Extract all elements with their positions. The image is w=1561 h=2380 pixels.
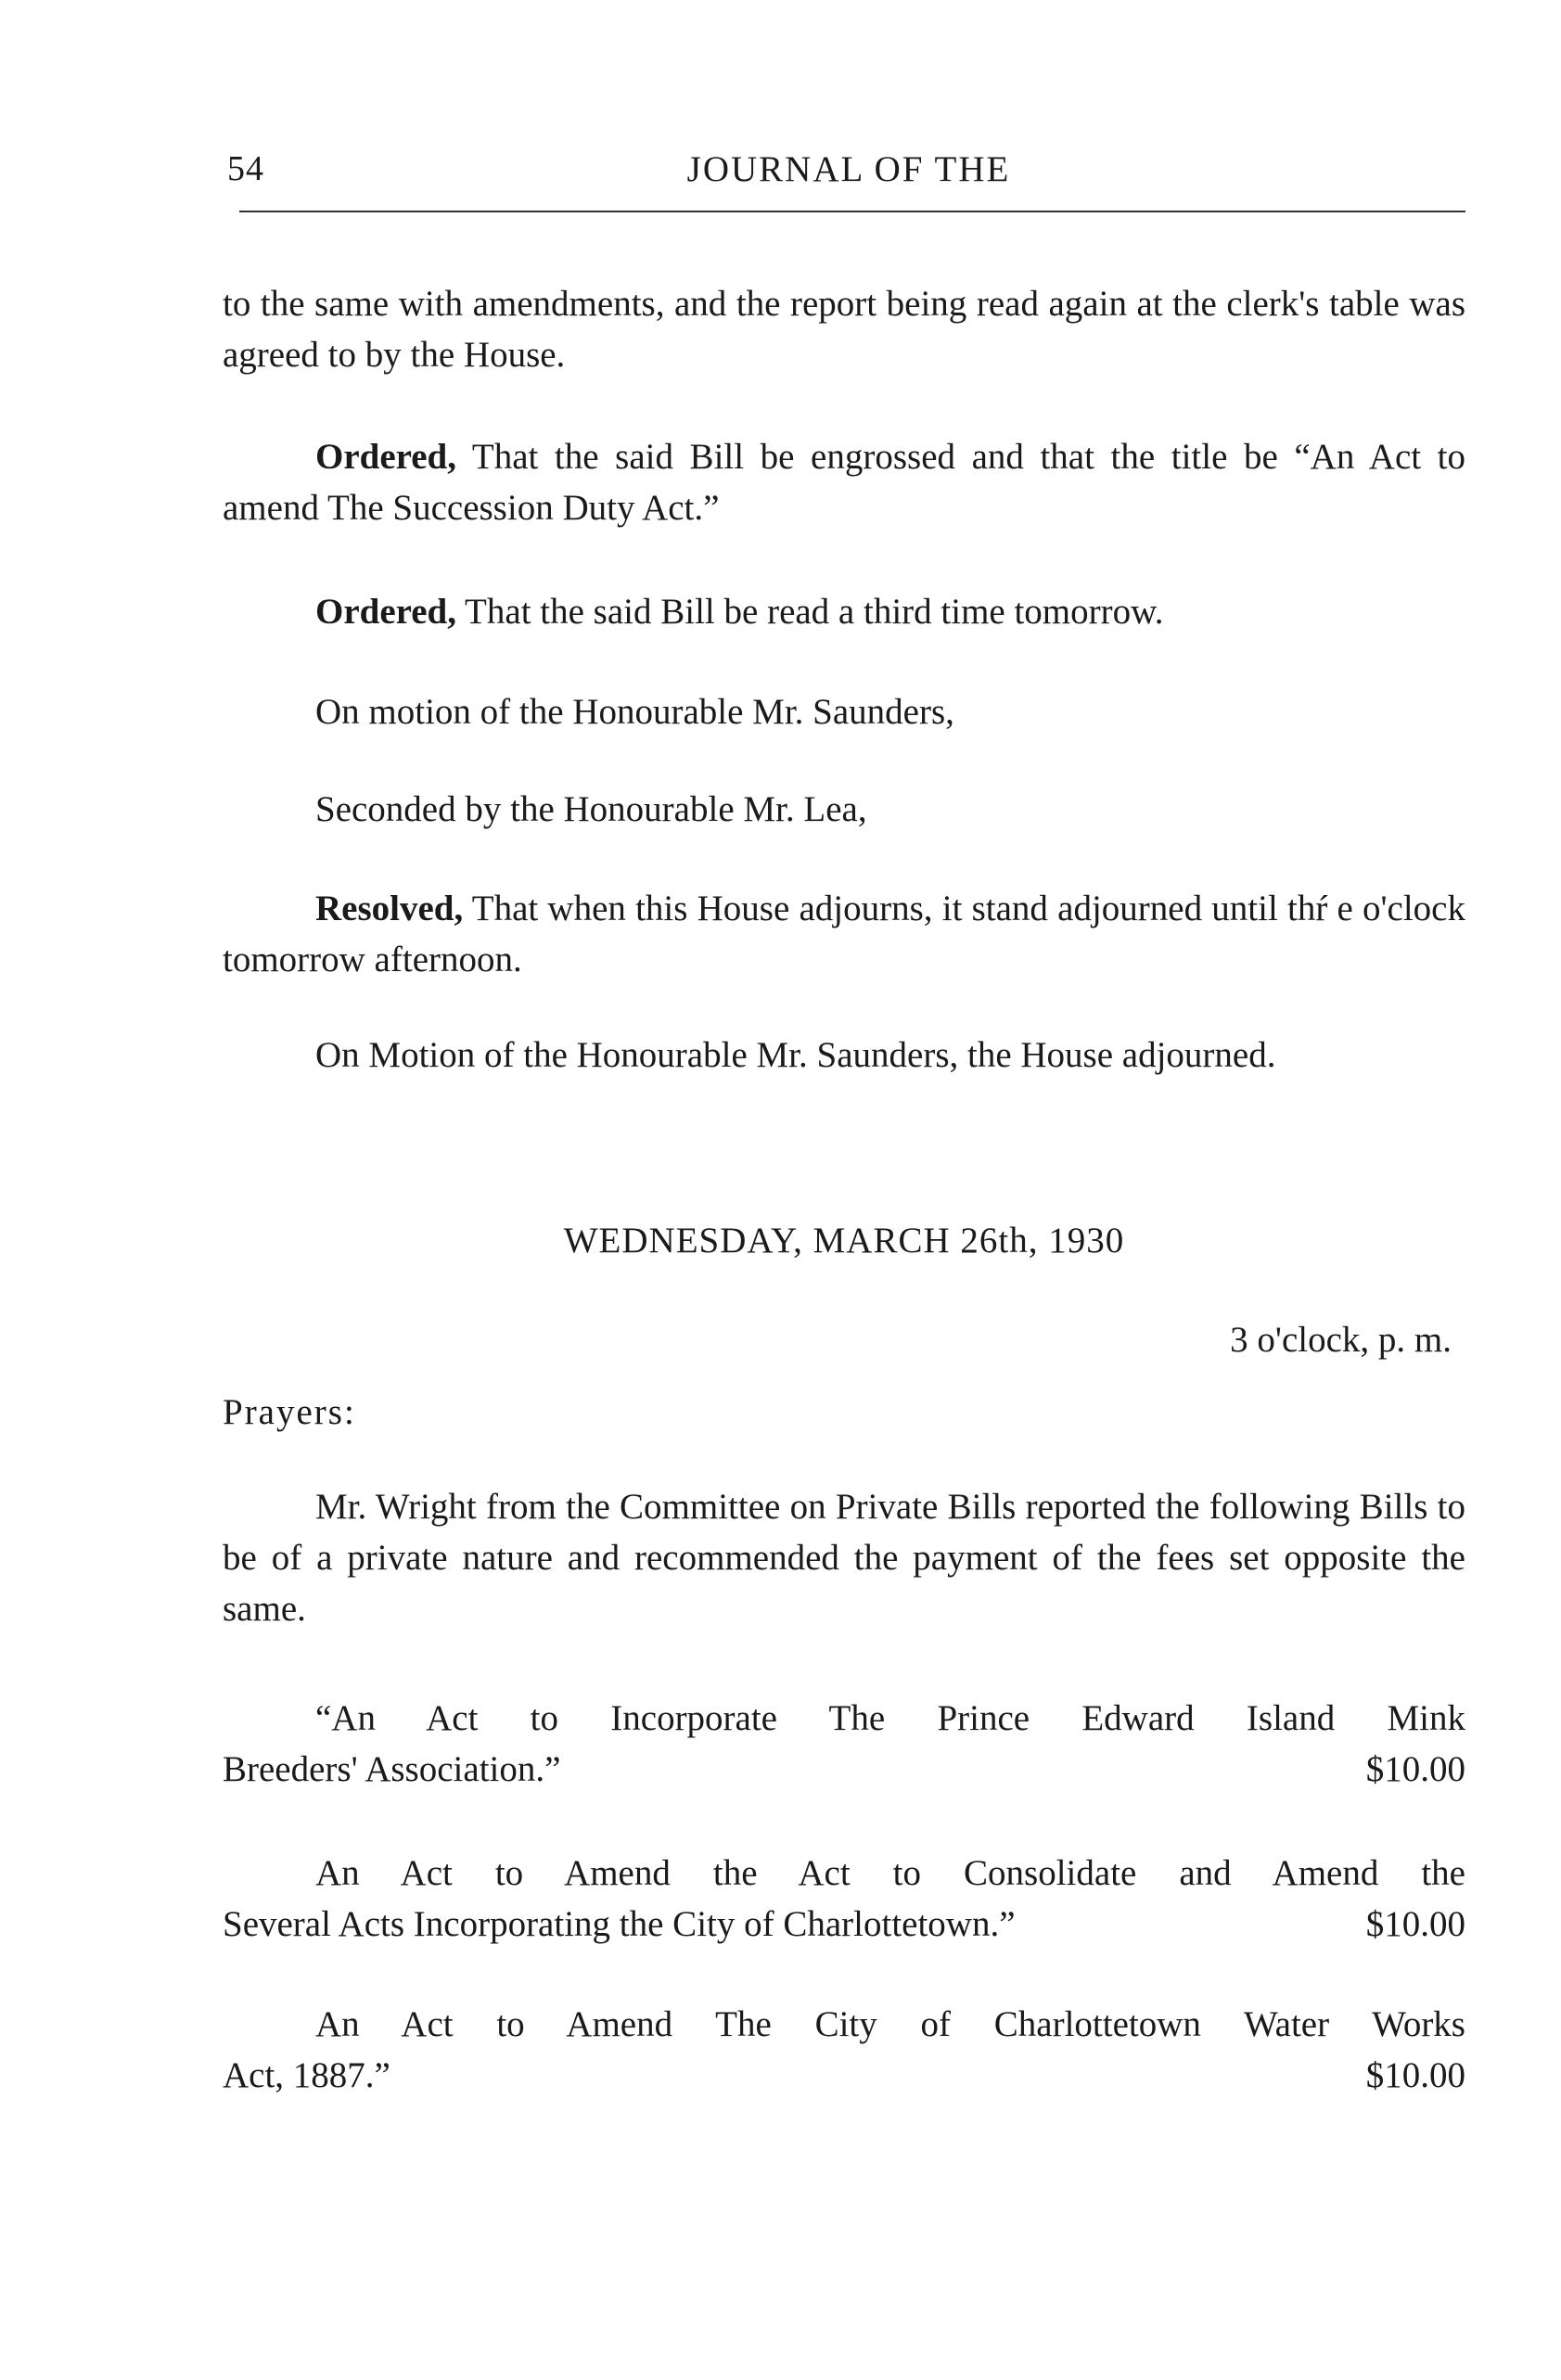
bill-entry (223, 1999, 1465, 2101)
page-header (227, 148, 1470, 204)
ordered-text: That the said Bill be read a third time tomorrow. (456, 592, 1164, 632)
bill-fee: $10.00 (1365, 1904, 1465, 1944)
bill-title-line: Act, 1887.” (223, 2055, 390, 2095)
paragraph-amendments-report: to the same with amendments, and the report being read again at the clerk's table was agreed to by the House. (223, 284, 1465, 375)
header-rule (239, 211, 1465, 212)
paragraph-motion: On motion of the Honourable Mr. Saunders, (315, 692, 954, 732)
ordered-label: Ordered, (315, 592, 457, 632)
running-head: JOURNAL OF THE (686, 149, 1011, 189)
paragraph-seconded: Seconded by the Honourable Mr. Lea, (315, 789, 867, 829)
resolved-text: That when this House adjourns, it stand adjourned until thŕ e o'clock tomorrow afternoon. (223, 889, 1465, 979)
prayers-label: Prayers: (223, 1392, 356, 1432)
bill-entry (223, 1848, 1465, 1950)
paragraph-ordered-engrossed (223, 431, 1465, 533)
ordered-label: Ordered, (315, 437, 457, 477)
bill-title-line: An Act to Amend The City of Charlottetown Water Works (315, 2004, 1465, 2044)
paragraph-adjourned: On Motion of the Honourable Mr. Saunders, the House adjourned. (315, 1035, 1276, 1075)
bill-title-line: An Act to Amend the Act to Consolidate and Amend the (315, 1853, 1465, 1893)
bill-fee: $10.00 (1365, 2055, 1465, 2095)
sitting-date-heading: WEDNESDAY, MARCH 26th, 1930 (563, 1221, 1125, 1260)
bill-title-line: Several Acts Incorporating the City of Charlottetown.” (223, 1904, 1016, 1944)
bill-entry (223, 1693, 1465, 1795)
resolved-label: Resolved, (315, 889, 464, 928)
ordered-text: That the said Bill be engrossed and that the title be “An Act to amend The Succession Duty Act.” (223, 437, 1465, 528)
paragraph-ordered-third-reading (223, 586, 1465, 637)
paragraph-committee-report: Mr. Wright from the Committee on Private Bills reported the following Bills to be of a private nature and recommended the payment of the fees set opposite the same. (223, 1487, 1465, 1629)
bill-fee: $10.00 (1365, 1749, 1465, 1789)
page-number: 54 (227, 149, 264, 188)
bill-title-line: Breeders' Association.” (223, 1749, 561, 1789)
bill-title-line: “An Act to Incorporate The Prince Edward Island Mink (315, 1698, 1465, 1738)
sitting-time: 3 o'clock, p. m. (1230, 1320, 1452, 1360)
paragraph-resolved (223, 883, 1465, 985)
